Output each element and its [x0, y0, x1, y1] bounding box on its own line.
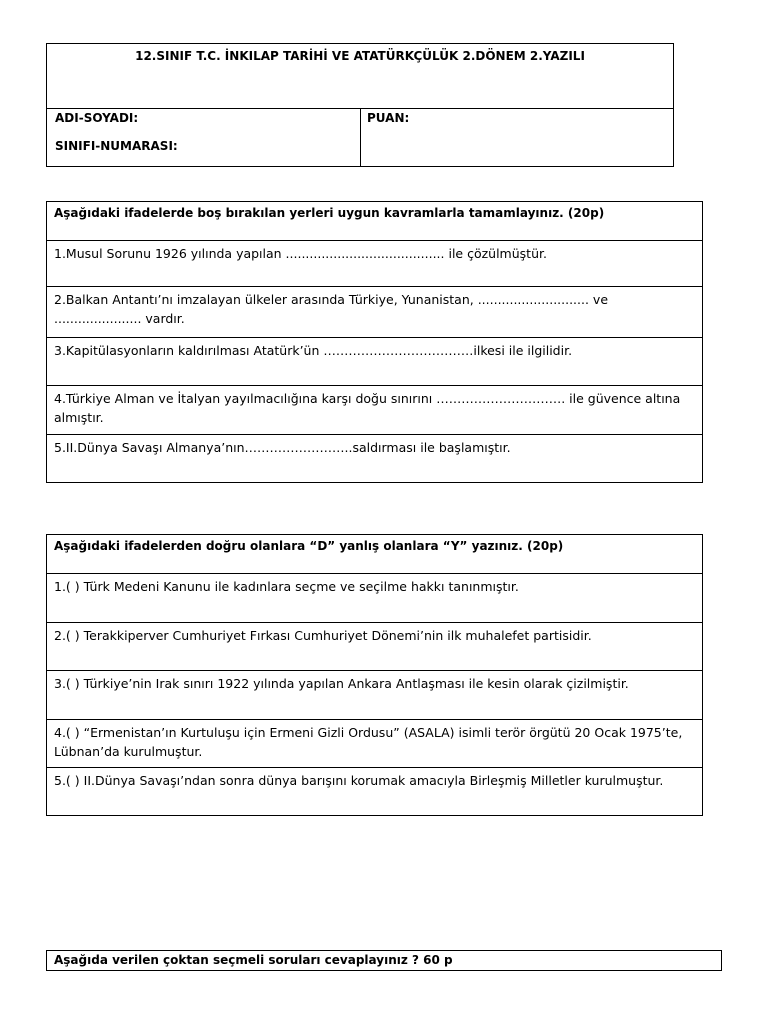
list-item: [47, 622, 702, 670]
true-false-item-5: 5.( ) II.Dünya Savaşı’ndan sonra dünya barışını korumak amacıyla Birleşmiş Milletler kurulmuştur.: [54, 773, 664, 788]
true-false-section: [46, 534, 703, 816]
fill-in-item-2: 2.Balkan Antantı’nı imzalayan ülkeler arasında Türkiye, Yunanistan, ............................ ve ...................... vardır.: [54, 292, 609, 326]
list-item: [47, 286, 702, 338]
list-item: [47, 670, 702, 720]
list-item: [47, 767, 702, 815]
class-label: SINIFI-NUMARASI:: [55, 139, 178, 153]
true-false-item-1: 1.( ) Türk Medeni Kanunu ile kadınlara seçme ve seçilme hakkı tanınmıştır.: [54, 579, 519, 594]
exam-header: [46, 43, 674, 167]
score-label: PUAN:: [367, 111, 410, 125]
exam-title: 12.SINIF T.C. İNKILAP TARİHİ VE ATATÜRKÇÜLÜK 2.DÖNEM 2.YAZILI: [135, 49, 585, 63]
true-false-item-3: 3.( ) Türkiye’nin Irak sınırı 1922 yılında yapılan Ankara Antlaşması ile kesin olarak çizilmiştir.: [54, 676, 629, 691]
header-vertical-divider: [360, 108, 361, 166]
list-item: [47, 573, 702, 623]
true-false-instruction: Aşağıdaki ifadelerden doğru olanlara “D” yanlış olanlara “Y” yazınız. (20p): [54, 539, 564, 553]
fill-in-item-5: 5.II.Dünya Savaşı Almanya’nın……………………..saldırması ile başlamıştır.: [54, 440, 511, 455]
true-false-item-4: 4.( ) “Ermenistan’ın Kurtuluşu için Ermeni Gizli Ordusu” (ASALA) isimli terör örgütü 20 Ocak 1975’te, Lübnan’da kurulmuştur.: [54, 725, 683, 759]
fill-in-item-1: 1.Musul Sorunu 1926 yılında yapılan ........................................ ile çözülmüştür.: [54, 246, 547, 261]
fill-in-section: [46, 201, 703, 483]
multiple-choice-instruction: Aşağıda verilen çoktan seçmeli soruları cevaplayınız ? 60 p: [54, 953, 453, 967]
multiple-choice-header: [46, 950, 722, 971]
list-item: [47, 434, 702, 482]
list-item: [47, 337, 702, 385]
fill-in-instruction: Aşağıdaki ifadelerde boş bırakılan yerleri uygun kavramlarla tamamlayınız. (20p): [54, 206, 605, 220]
name-label: ADI-SOYADI:: [55, 111, 139, 125]
fill-in-item-3: 3.Kapitülasyonların kaldırılması Atatürk’ün ………………………………ilkesi ile ilgilidir.: [54, 343, 573, 358]
true-false-item-2: 2.( ) Terakkiperver Cumhuriyet Fırkası Cumhuriyet Dönemi’nin ilk muhalefet partisidir.: [54, 628, 592, 643]
fill-in-item-4: 4.Türkiye Alman ve İtalyan yayılmacılığına karşı doğu sınırını …………………………. ile güvence altına almıştır.: [54, 391, 681, 425]
list-item: [47, 240, 702, 290]
list-item: [47, 385, 702, 435]
list-item: [47, 719, 702, 769]
